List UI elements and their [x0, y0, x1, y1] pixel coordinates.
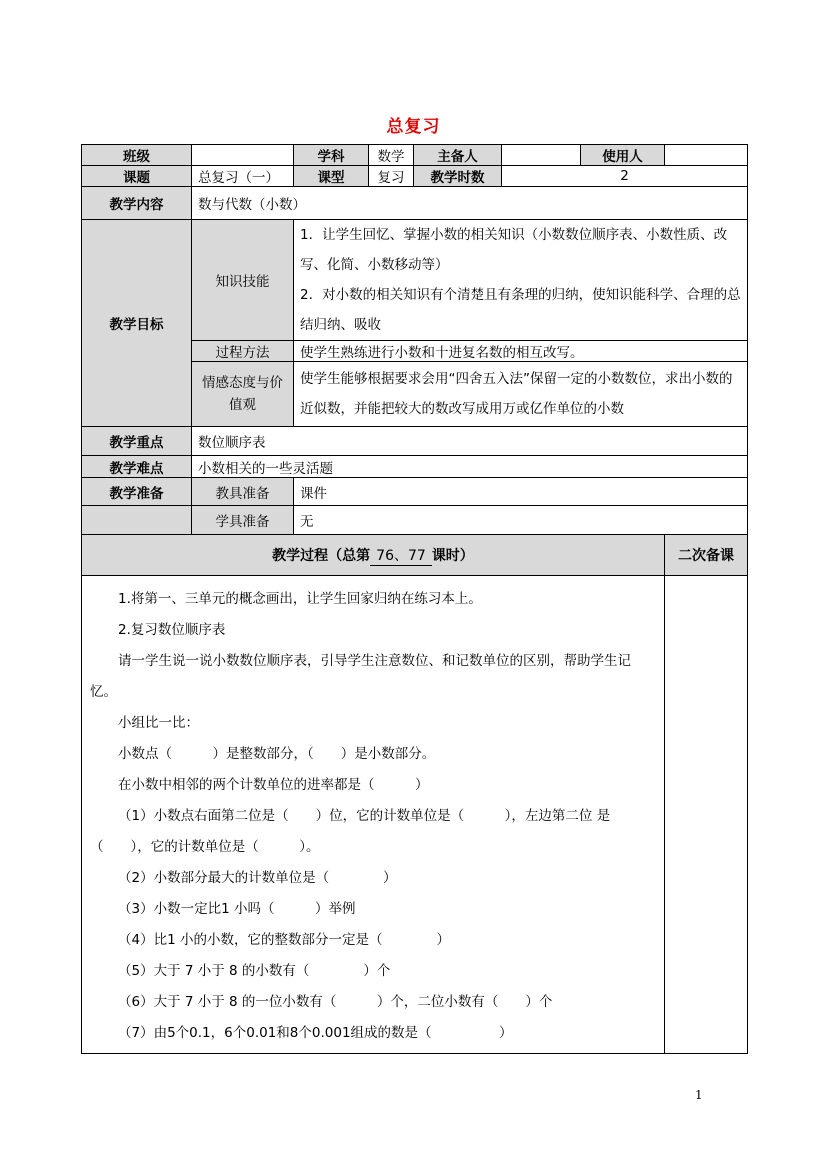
second-prep-body [665, 576, 748, 1054]
student-prep-value: 无 [294, 506, 748, 535]
subject-label: 学科 [294, 145, 369, 166]
topic-value: 总复习（一） [192, 166, 294, 187]
teacher-prep-value: 课件 [294, 478, 748, 506]
teacher-prep-label: 教具准备 [192, 478, 294, 506]
preparation-blank-cell [82, 506, 192, 535]
process-line-10: （4）比1 小的小数，它的整数部分一定是（ ） [118, 932, 450, 948]
subject-value: 数学 [369, 145, 414, 166]
emotion-label: 情感态度与价值观 [192, 362, 294, 427]
process-line-4: 小组比一比： [118, 715, 199, 731]
page-number: 1 [695, 1088, 703, 1102]
process-line-2: 2.复习数位顺序表 [118, 622, 226, 638]
process-method-value: 使学生熟练进行小数和十进复名数的相互改写。 [294, 341, 748, 362]
topic-label: 课题 [82, 166, 192, 187]
page-title: 总复习 [386, 117, 441, 137]
process-line-11: （5）大于 7 小于 8 的小数有（ ）个 [118, 963, 391, 979]
class-value [192, 145, 294, 166]
difficulty-label: 教学难点 [82, 456, 192, 478]
process-line-12: （6）大于 7 小于 8 的一位小数有（ ）个，二位小数有（ ）个 [118, 994, 553, 1010]
goals-label: 教学目标 [82, 220, 192, 427]
process-body [82, 576, 665, 1054]
lesson-numbers: 76、77 [370, 545, 432, 566]
hours-value: 2 [502, 166, 748, 187]
process-line-8: （2）小数部分最大的计数单位是（ ） [118, 870, 397, 886]
key-point-value: 数位顺序表 [192, 427, 748, 456]
process-line-6: 在小数中相邻的两个计数单位的进率都是（ ） [118, 777, 429, 793]
lesson-plan-table [81, 144, 748, 1054]
user-value [665, 145, 748, 166]
process-heading-suffix: 课时） [431, 547, 474, 564]
key-point-label: 教学重点 [82, 427, 192, 456]
process-line-13: （7）由5个0.1，6个0.01和8个0.001组成的数是（ ） [118, 1025, 513, 1041]
process-line-7: （1）小数点右面第二位是（ ）位，它的计数单位是（ ），左边第二位 是（ ），它的计数单位是（ ）。 [90, 808, 611, 855]
content-value: 数与代数（小数） [192, 187, 748, 220]
knowledge-label: 知识技能 [192, 220, 294, 341]
user-label: 使用人 [581, 145, 665, 166]
type-value: 复习 [369, 166, 414, 187]
process-line-1: 1.将第一、三单元的概念画出，让学生回家归纳在练习本上。 [118, 591, 482, 607]
student-prep-label: 学具准备 [192, 506, 294, 535]
emotion-value: 使学生能够根据要求会用“四舍五入法”保留一定的小数数位，求出小数的近似数，并能把较大的数改写成用万或亿作单位的小数 [294, 362, 748, 427]
knowledge-text [294, 220, 748, 341]
difficulty-value: 小数相关的一些灵活题 [192, 456, 748, 478]
process-line-3: 请一学生说一说小数数位顺序表，引导学生注意数位、和记数单位的区别，帮助学生记忆。 [90, 653, 631, 700]
process-line-9: （3）小数一定比1 小吗（ ）举例 [118, 901, 356, 917]
type-label: 课型 [294, 166, 369, 187]
process-method-label: 过程方法 [192, 341, 294, 362]
process-heading [82, 535, 665, 576]
knowledge-item-2: 2．对小数的相关知识有个清楚且有条理的归纳，使知识能科学、合理的总结归纳、吸收 [300, 287, 741, 333]
second-prep-heading: 二次备课 [665, 535, 748, 576]
hours-label: 教学时数 [414, 166, 502, 187]
process-heading-prefix: 教学过程（总第 [272, 547, 371, 564]
process-line-5: 小数点（ ）是整数部分，（ ）是小数部分。 [118, 746, 436, 762]
preparer-value [502, 145, 581, 166]
preparer-label: 主备人 [414, 145, 502, 166]
content-label: 教学内容 [82, 187, 192, 220]
preparation-label: 教学准备 [82, 478, 192, 506]
class-label: 班级 [82, 145, 192, 166]
knowledge-item-1: 1．让学生回忆、掌握小数的相关知识（小数数位顺序表、小数性质、改写、化简、小数移动等） [300, 227, 728, 273]
